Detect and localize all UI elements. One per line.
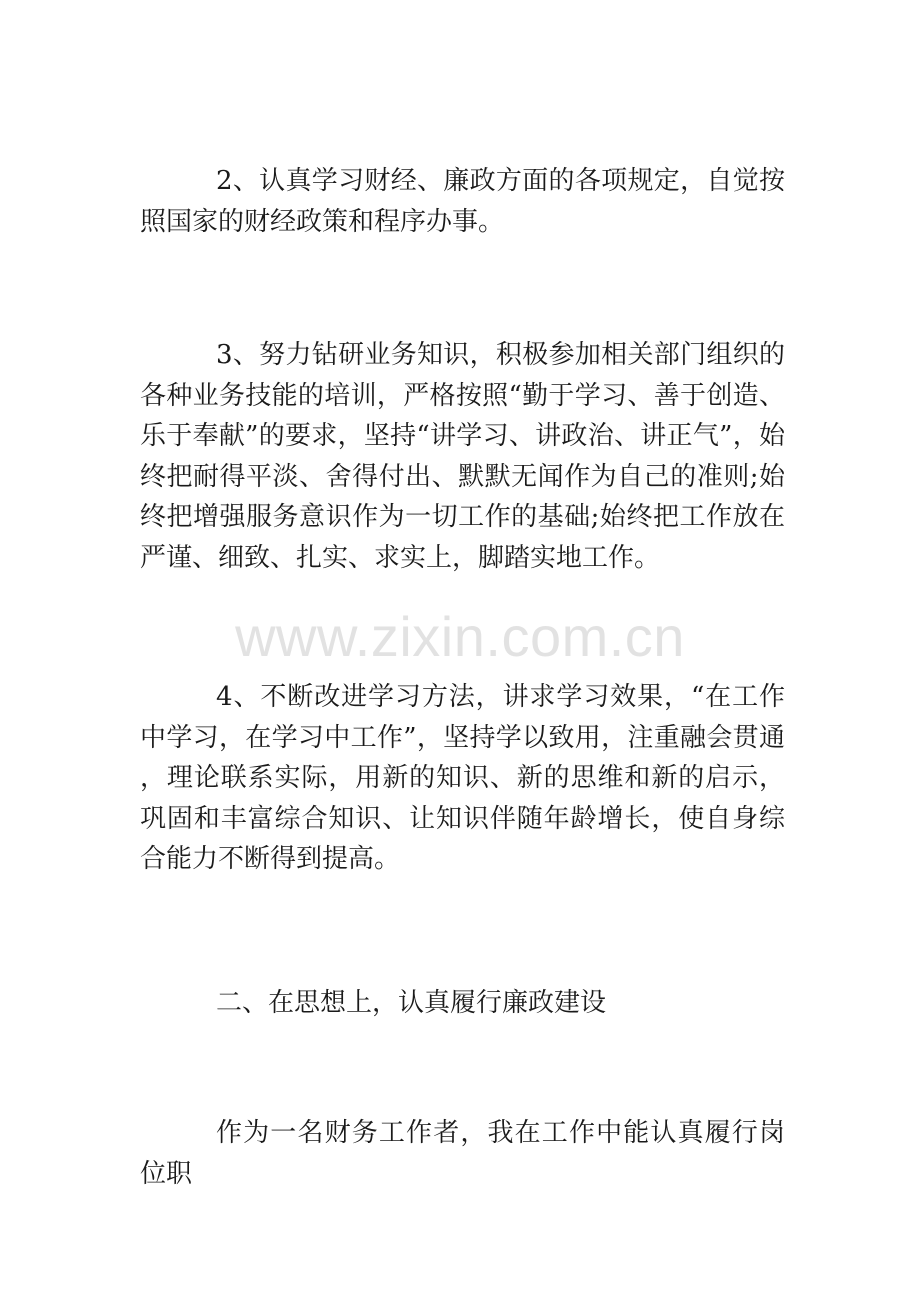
watermark-text: www.zixin.com.cn <box>235 605 685 668</box>
paragraph-section-intro: 作为一名财务工作者，我在工作中能认真履行岗位职 <box>140 1118 785 1189</box>
section-heading: 二、在思想上，认真履行廉政建设 <box>216 988 607 1018</box>
paragraph-item-2: 2、认真学习财经、廉政方面的各项规定，自觉按照国家的财经政策和程序办事。 <box>140 166 785 237</box>
paragraph-item-4: 4、不断改进学习方法，讲求学习效果，“在工作中学习，在学习中工作”，坚持学以致用，注重融会贯通，理论联系实际，用新的知识、新的思维和新的启示，巩固和丰富综合知识、让知识伴随年龄增长，使自身综合能力不断得到提高。 <box>140 682 785 874</box>
paragraph-item-3: 3、努力钻研业务知识，积极参加相关部门组织的各种业务技能的培训，严格按照“勤于学习、善于创造、乐于奉献”的要求，坚持“讲学习、讲政治、讲正气”，始终把耐得平淡、舍得付出、默默无闻作为自己的准则;始终把增强服务意识作为一切工作的基础;始终把工作放在严谨、细致、扎实、求实上，脚踏实地工作。 <box>140 340 785 573</box>
